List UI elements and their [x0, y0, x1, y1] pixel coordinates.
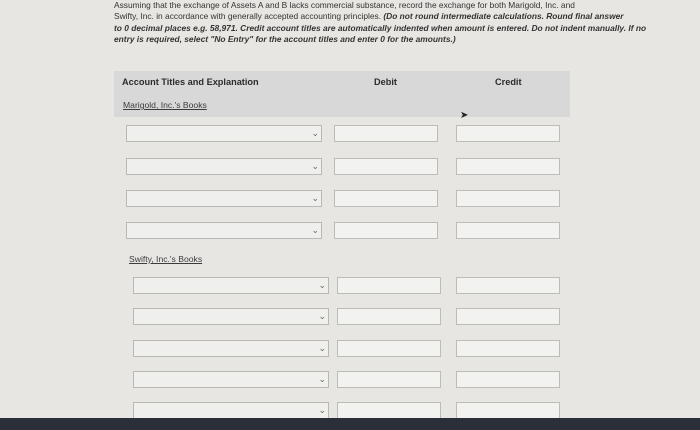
debit-input[interactable]	[334, 190, 438, 207]
account-title-select[interactable]	[126, 190, 322, 207]
chevron-down-icon: ⌄	[318, 343, 326, 353]
column-header-account: Account Titles and Explanation	[122, 77, 259, 87]
credit-input[interactable]	[456, 308, 560, 325]
credit-input[interactable]	[456, 277, 560, 294]
taskbar	[0, 418, 700, 430]
account-title-select[interactable]	[126, 222, 322, 239]
column-header-debit: Debit	[374, 77, 397, 87]
chevron-down-icon: ⌄	[318, 280, 326, 290]
section-label-swifty: Swifty, Inc.'s Books	[129, 254, 203, 264]
credit-input[interactable]	[456, 371, 560, 388]
instructions-line-3: to 0 decimal places e.g. 58,971. Credit account titles are automatically indented when amount is entered. Do not indent manually. If no	[114, 22, 647, 33]
mouse-pointer-icon: ➤	[460, 110, 469, 121]
chevron-down-icon: ⌄	[311, 225, 319, 235]
instructions-line-4: entry is required, select "No Entry" for the account titles and enter 0 for the amounts.)	[114, 34, 456, 45]
debit-input[interactable]	[334, 222, 438, 239]
credit-input[interactable]	[456, 340, 560, 357]
instructions	[114, 0, 686, 46]
account-title-select[interactable]	[133, 277, 329, 294]
chevron-down-icon: ⌄	[318, 311, 326, 321]
account-title-select[interactable]	[126, 158, 322, 175]
chevron-down-icon: ⌄	[311, 161, 319, 171]
journal-row	[0, 222, 700, 242]
debit-input[interactable]	[337, 308, 441, 325]
instructions-line-2-emphasis: (Do not round intermediate calculations. Round final answer	[383, 11, 624, 22]
debit-input[interactable]	[334, 158, 438, 175]
section-label-marigold: Marigold, Inc.'s Books	[123, 100, 207, 110]
chevron-down-icon: ⌄	[311, 193, 319, 203]
debit-input[interactable]	[337, 340, 441, 357]
debit-input[interactable]	[334, 125, 438, 142]
account-title-select[interactable]	[126, 125, 322, 142]
instructions-line-2-text: Swifty, Inc. in accordance with generally accepted accounting principles.	[114, 11, 382, 22]
chevron-down-icon: ⌄	[311, 128, 319, 138]
credit-input[interactable]	[456, 158, 560, 175]
journal-row	[0, 277, 700, 297]
journal-row	[0, 308, 700, 328]
column-header-credit: Credit	[495, 77, 522, 87]
credit-input[interactable]	[456, 125, 560, 142]
chevron-down-icon: ⌄	[318, 405, 326, 415]
journal-row	[0, 371, 700, 391]
debit-input[interactable]	[337, 402, 441, 419]
journal-row	[0, 340, 700, 360]
account-title-select[interactable]	[133, 371, 329, 388]
account-title-select[interactable]	[133, 308, 329, 325]
instructions-line-2	[114, 11, 686, 22]
account-title-select[interactable]	[133, 402, 329, 419]
credit-input[interactable]	[456, 190, 560, 207]
journal-row	[0, 158, 700, 178]
credit-input[interactable]	[456, 402, 560, 419]
journal-row	[0, 190, 700, 210]
debit-input[interactable]	[337, 371, 441, 388]
journal-row	[0, 125, 700, 145]
credit-input[interactable]	[456, 222, 560, 239]
chevron-down-icon: ⌄	[318, 374, 326, 384]
account-title-select[interactable]	[133, 340, 329, 357]
debit-input[interactable]	[337, 277, 441, 294]
instructions-line-1: Assuming that the exchange of Assets A and B lacks commercial substance, record the exchange for both Marigold, Inc. and	[114, 0, 575, 10]
